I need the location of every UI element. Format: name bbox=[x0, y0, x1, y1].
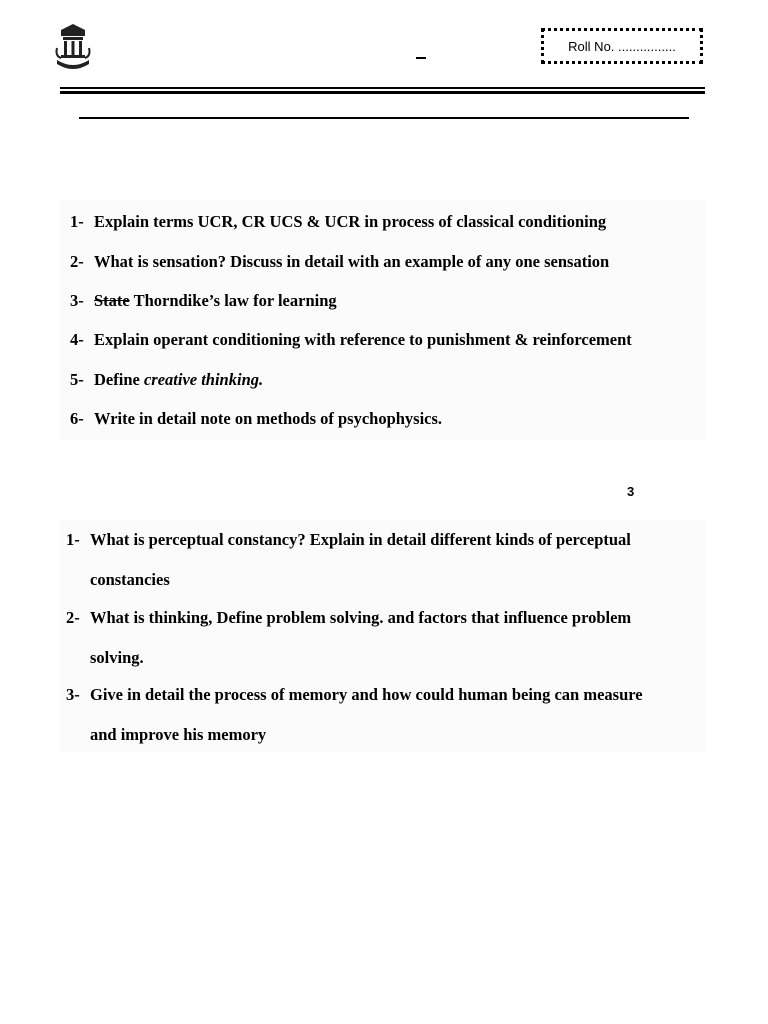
question-a2: 2- What is sensation? Discuss in detail with an example of any one sensation bbox=[70, 252, 610, 271]
university-crest-icon bbox=[55, 22, 91, 72]
question-a5: 5- Define creative thinking. bbox=[70, 370, 264, 389]
roll-number-box bbox=[541, 28, 703, 64]
struck-word: State bbox=[94, 291, 130, 310]
marks-label: 3 bbox=[627, 484, 635, 499]
header-dash bbox=[416, 57, 426, 59]
question-b1-line1: 1- What is perceptual constancy? Explain in detail different kinds of perceptual bbox=[66, 530, 631, 549]
section-b bbox=[60, 520, 705, 752]
question-b2-line1: 2- What is thinking, Define problem solving. and factors that influence problem bbox=[66, 608, 632, 627]
question-a4: 4- Explain operant conditioning with reference to punishment & reinforcement bbox=[70, 330, 632, 349]
question-a6: 6- Write in detail note on methods of psychophysics. bbox=[70, 409, 443, 428]
roll-number-label: Roll No. ................ bbox=[568, 38, 676, 54]
question-b3-line2: and improve his memory bbox=[90, 725, 267, 744]
question-a1: 1- Explain terms UCR, CR UCS & UCR in process of classical conditioning bbox=[70, 212, 607, 231]
header-double-rule bbox=[60, 87, 705, 95]
question-b3-line1: 3- Give in detail the process of memory and how could human being can measure bbox=[66, 685, 643, 704]
section-a bbox=[60, 200, 705, 440]
question-b1-line2: constancies bbox=[90, 570, 170, 589]
question-b2-line2: solving. bbox=[90, 648, 144, 667]
header-thin-rule bbox=[79, 117, 689, 119]
question-a3: 3- State Thorndike’s law for learning bbox=[70, 291, 337, 310]
